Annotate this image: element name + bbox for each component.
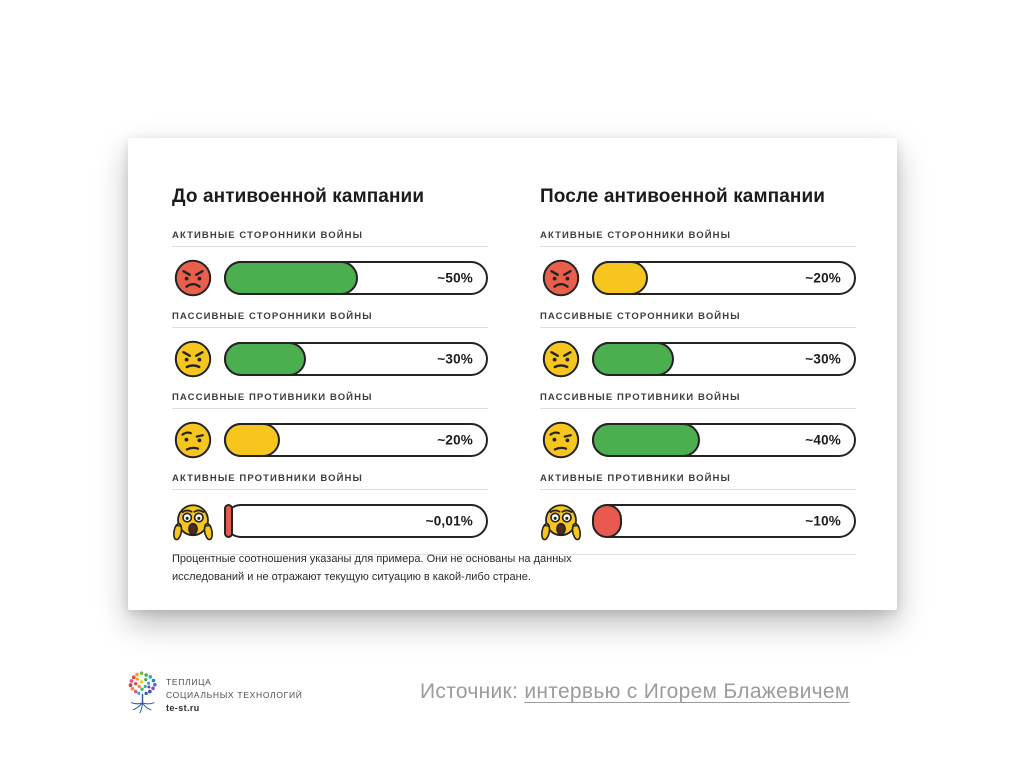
category-section: [540, 392, 856, 460]
divider: [172, 246, 488, 247]
progress-bar: [224, 423, 488, 457]
progress-bar: [592, 261, 856, 295]
progress-bar: [224, 261, 488, 295]
progress-bar: [592, 504, 856, 538]
category-label: АКТИВНЫЕ ПРОТИВНИКИ ВОЙНЫ: [540, 473, 731, 484]
category-label: ПАССИВНЫЕ СТОРОННИКИ ВОЙНЫ: [540, 311, 741, 322]
column-before-campaign: [172, 178, 488, 610]
divider: [540, 327, 856, 328]
category-section: [172, 392, 488, 460]
progress-bar-fill: [592, 261, 648, 295]
stat-row: [540, 339, 856, 379]
source-line: [420, 680, 850, 704]
progress-value: ~30%: [437, 351, 473, 367]
stat-row: [172, 501, 488, 541]
skeptical-yellow-face-icon: [540, 420, 582, 460]
angry-yellow-face-icon: [172, 339, 214, 379]
divider: [540, 246, 856, 247]
category-section: [172, 473, 488, 541]
progress-bar-fill: [224, 342, 306, 376]
angry-red-face-icon: [172, 258, 214, 298]
progress-bar: [224, 342, 488, 376]
category-label: АКТИВНЫЕ ПРОТИВНИКИ ВОЙНЫ: [172, 473, 363, 484]
logo-line-2: СОЦИАЛЬНЫХ ТЕХНОЛОГИЙ: [166, 690, 303, 701]
divider: [172, 489, 488, 490]
skeptical-yellow-face-icon: [172, 420, 214, 460]
category-label: АКТИВНЫЕ СТОРОННИКИ ВОЙНЫ: [540, 230, 732, 241]
progress-value: ~10%: [805, 513, 841, 529]
category-section: [172, 230, 488, 298]
divider: [540, 489, 856, 490]
progress-bar: [592, 423, 856, 457]
stat-row: [540, 258, 856, 298]
progress-value: ~20%: [805, 270, 841, 286]
category-label: ПАССИВНЫЕ ПРОТИВНИКИ ВОЙНЫ: [540, 392, 741, 403]
progress-bar-fill: [224, 261, 358, 295]
stat-row: [540, 420, 856, 460]
logo-site-url: te-st.ru: [166, 703, 200, 714]
column-title: До антивоенной кампании: [172, 186, 425, 207]
category-label: ПАССИВНЫЕ СТОРОННИКИ ВОЙНЫ: [172, 311, 373, 322]
progress-bar-fill: [224, 504, 233, 538]
column-title: После антивоенной кампании: [540, 186, 826, 207]
category-section: [172, 311, 488, 379]
progress-bar-fill: [592, 342, 674, 376]
progress-bar-fill: [592, 423, 700, 457]
progress-value: ~40%: [805, 432, 841, 448]
stat-row: [172, 258, 488, 298]
source-link[interactable]: интервью с Игорем Блажевичем: [524, 680, 850, 703]
progress-bar: [224, 504, 488, 538]
angry-yellow-face-icon: [540, 339, 582, 379]
progress-bar: [592, 342, 856, 376]
stat-row: [172, 339, 488, 379]
source-prefix: Источник:: [420, 680, 525, 703]
stat-row: [540, 501, 856, 541]
progress-value: ~50%: [437, 270, 473, 286]
divider: [172, 327, 488, 328]
stat-row: [172, 420, 488, 460]
category-section: [540, 230, 856, 298]
category-section: [540, 311, 856, 379]
te-st-logo: [126, 668, 303, 716]
progress-value: ~30%: [805, 351, 841, 367]
progress-value: ~0,01%: [425, 513, 473, 529]
category-section: [540, 473, 856, 541]
te-st-tree-logo-icon: [126, 668, 159, 716]
progress-bar-fill: [224, 423, 280, 457]
progress-bar-fill: [592, 504, 622, 538]
category-label: ПАССИВНЫЕ ПРОТИВНИКИ ВОЙНЫ: [172, 392, 373, 403]
scream-face-icon: [540, 498, 582, 544]
scream-face-icon: [172, 498, 214, 544]
logo-line-1: ТЕПЛИЦА: [166, 677, 212, 687]
column-after-campaign: [540, 178, 856, 610]
te-st-logo-text: [166, 676, 303, 716]
infographic-card: [128, 138, 897, 610]
divider: [172, 408, 488, 409]
category-label: АКТИВНЫЕ СТОРОННИКИ ВОЙНЫ: [172, 230, 364, 241]
angry-red-face-icon: [540, 258, 582, 298]
progress-value: ~20%: [437, 432, 473, 448]
disclaimer-text: Процентные соотношения указаны для примера. Они не основаны на данных исследований и не отражают текущую ситуацию в какой-либо стране.: [172, 552, 572, 583]
divider: [540, 408, 856, 409]
